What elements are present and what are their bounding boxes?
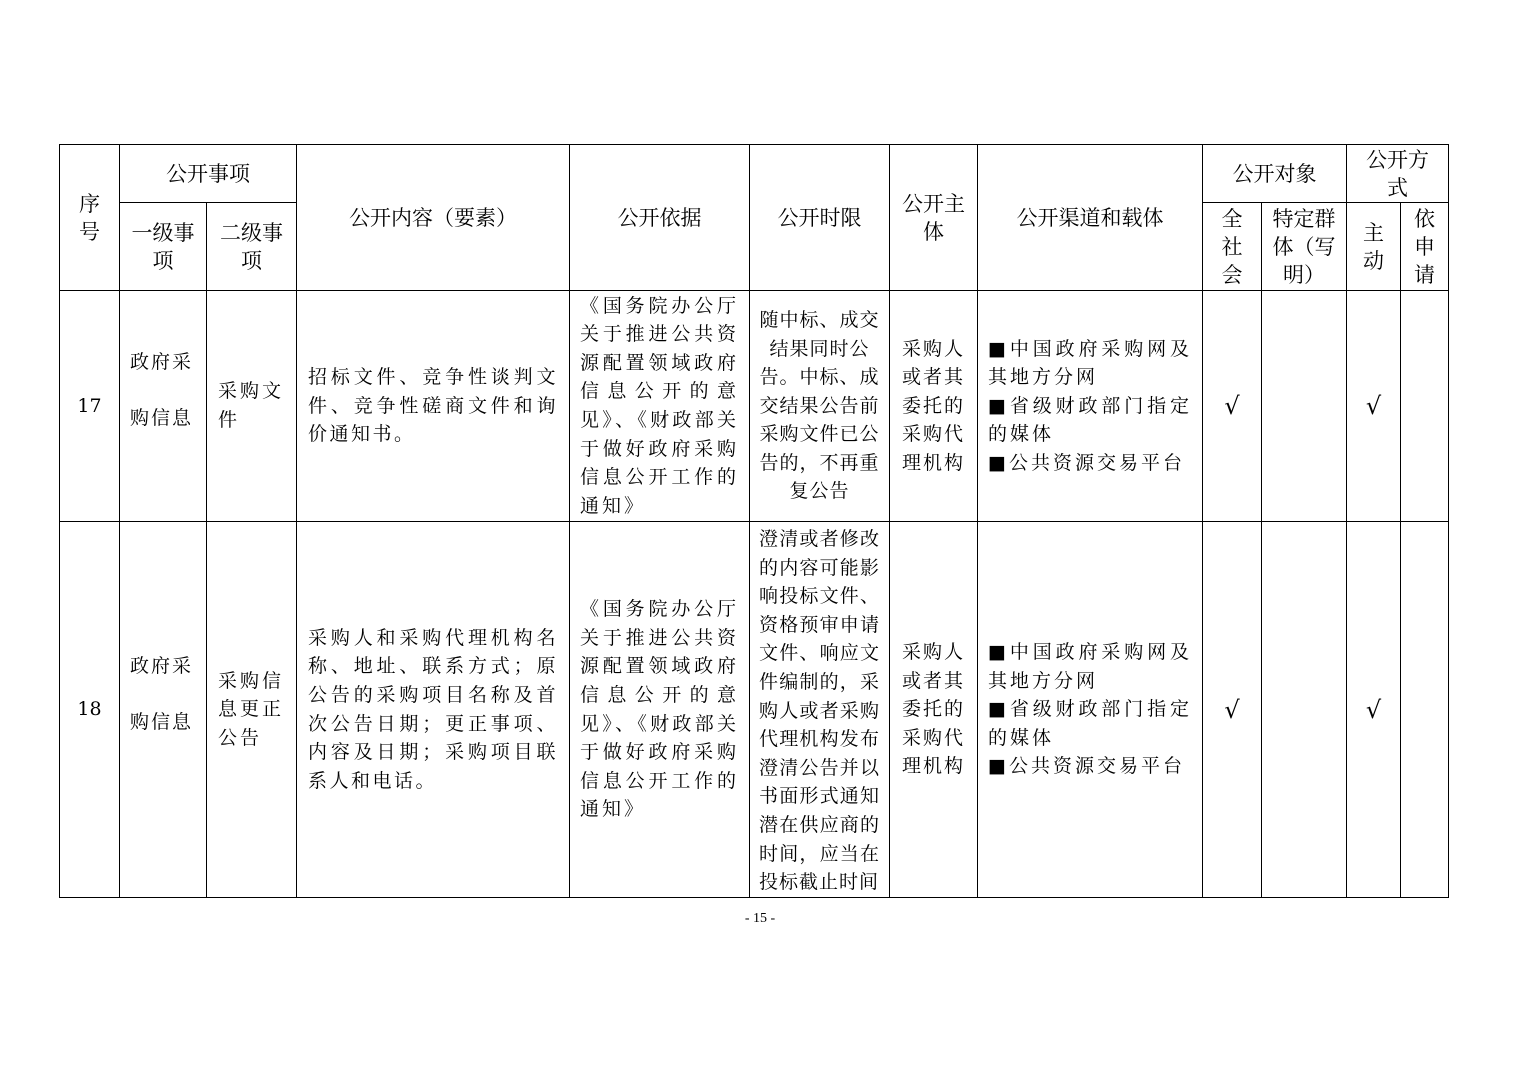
row-content-value: 采购人和采购代理机构名称、地址、联系方式；原公告的采购项目名称及首次公告日期；更正事项、内容及日期；采购项目联系人和电话。	[308, 626, 558, 792]
header-item-group-label: 公开事项	[166, 161, 250, 186]
header-channel	[978, 145, 1203, 291]
header-channel-label: 公开渠道和载体	[1016, 205, 1164, 230]
channel-item: ■公共资源交易平台	[988, 755, 1185, 778]
row-subject-value: 采购人或者其委托的采购代理机构	[901, 641, 965, 778]
header-item-l2	[207, 203, 297, 291]
header-target-all	[1203, 203, 1262, 291]
header-target-group-label: 公开对象	[1232, 161, 1317, 186]
row-17-basis	[570, 291, 750, 522]
check-mark: √	[1224, 695, 1240, 724]
disclosure-table	[59, 144, 1449, 898]
row-17-subject	[890, 291, 978, 522]
row-17-mode-request	[1401, 291, 1449, 522]
row-18-target-all	[1203, 522, 1262, 898]
row-18-basis	[570, 522, 750, 898]
header-time-limit-label: 公开时限	[777, 205, 862, 230]
row-17-target-specific	[1262, 291, 1347, 522]
row-seq-value: 18	[77, 698, 102, 721]
row-18-subject	[890, 522, 978, 898]
header-time-limit	[750, 145, 890, 291]
header-subject	[890, 145, 978, 291]
header-seq	[60, 145, 120, 291]
header-mode-request-label: 依申请	[1414, 206, 1435, 287]
row-17-channels	[978, 291, 1203, 522]
channel-item: ■公共资源交易平台	[988, 451, 1185, 474]
row-18-mode-request	[1401, 522, 1449, 898]
header-target-specific-label: 特定群体（写明）	[1272, 206, 1336, 287]
header-item-l1-label: 一级事项	[131, 220, 195, 273]
header-item-group	[120, 145, 297, 203]
header-basis-label: 公开依据	[617, 205, 702, 230]
header-mode-active	[1347, 203, 1401, 291]
header-target-all-label: 全社会	[1221, 206, 1243, 287]
row-time-limit-value: 澄清或者修改的内容可能影响投标文件、资格预审申请文件、响应文件编制的，采购人或者采购代理机构发布澄清公告并以书面形式通知潜在供应商的时间，应当在投标截止时间	[759, 528, 880, 894]
row-17-mode-active	[1347, 291, 1401, 522]
header-content-label: 公开内容（要素）	[349, 205, 517, 230]
row-17-target-all	[1203, 291, 1262, 522]
channel-item: ■省级财政部门指定的媒体	[988, 394, 1192, 446]
row-18-item-l1	[120, 522, 207, 898]
row-item-l2-value: 采购文件	[218, 380, 285, 431]
page-number: - 15 -	[744, 911, 776, 926]
header-basis	[570, 145, 750, 291]
check-mark: √	[1365, 392, 1382, 420]
row-basis-value: 《国务院办公厅关于推进公共资源配置领域政府信息公开的意见》、《财政部关于做好政府采购信息公开工作的通知》	[580, 294, 739, 517]
header-content	[297, 145, 570, 291]
row-item-l2-value: 采购信息更正公告	[218, 669, 285, 749]
header-mode-group-label: 公开方式	[1366, 147, 1429, 200]
header-mode-group	[1347, 145, 1449, 203]
row-17-item-l2	[207, 291, 297, 522]
row-18-mode-active	[1347, 522, 1401, 898]
row-item-l1-value: 政府采购信息	[130, 654, 194, 733]
row-content-value: 招标文件、竞争性谈判文件、竞争性磋商文件和询价通知书。	[308, 366, 558, 446]
row-seq-value: 17	[77, 394, 102, 417]
header-mode-request	[1401, 203, 1449, 291]
row-18-target-specific	[1262, 522, 1347, 898]
row-subject-value: 采购人或者其委托的采购代理机构	[901, 337, 965, 474]
row-17-time-limit	[750, 291, 890, 522]
header-target-group	[1203, 145, 1347, 203]
row-17-content	[297, 291, 570, 522]
row-18-content	[297, 522, 570, 898]
header-subject-label: 公开主体	[902, 191, 965, 244]
check-mark: √	[1224, 392, 1240, 420]
channel-item: ■中国政府采购网及其地方分网	[988, 641, 1192, 692]
row-basis-value: 《国务院办公厅关于推进公共资源配置领域政府信息公开的意见》、《财政部关于做好政府采购信息公开工作的通知》	[580, 598, 739, 821]
channel-item: ■中国政府采购网及其地方分网	[988, 337, 1192, 389]
check-mark: √	[1365, 695, 1382, 724]
header-item-l1	[120, 203, 207, 291]
header-item-l2-label: 二级事项	[220, 220, 283, 273]
row-18-time-limit	[750, 522, 890, 898]
header-seq-label: 序号	[79, 191, 100, 244]
row-18-item-l2	[207, 522, 297, 898]
row-18-seq	[60, 522, 120, 898]
header-target-specific	[1262, 203, 1347, 291]
row-17-seq	[60, 291, 120, 522]
row-18-channels	[978, 522, 1203, 898]
row-item-l1-value: 政府采购信息	[130, 351, 194, 429]
channel-item: ■省级财政部门指定的媒体	[988, 698, 1192, 749]
header-mode-active-label: 主动	[1363, 220, 1384, 273]
row-17-item-l1	[120, 291, 207, 522]
row-time-limit-value: 随中标、成交结果同时公告。中标、成交结果公告前采购文件已公告的，不再重复公告	[759, 308, 880, 503]
